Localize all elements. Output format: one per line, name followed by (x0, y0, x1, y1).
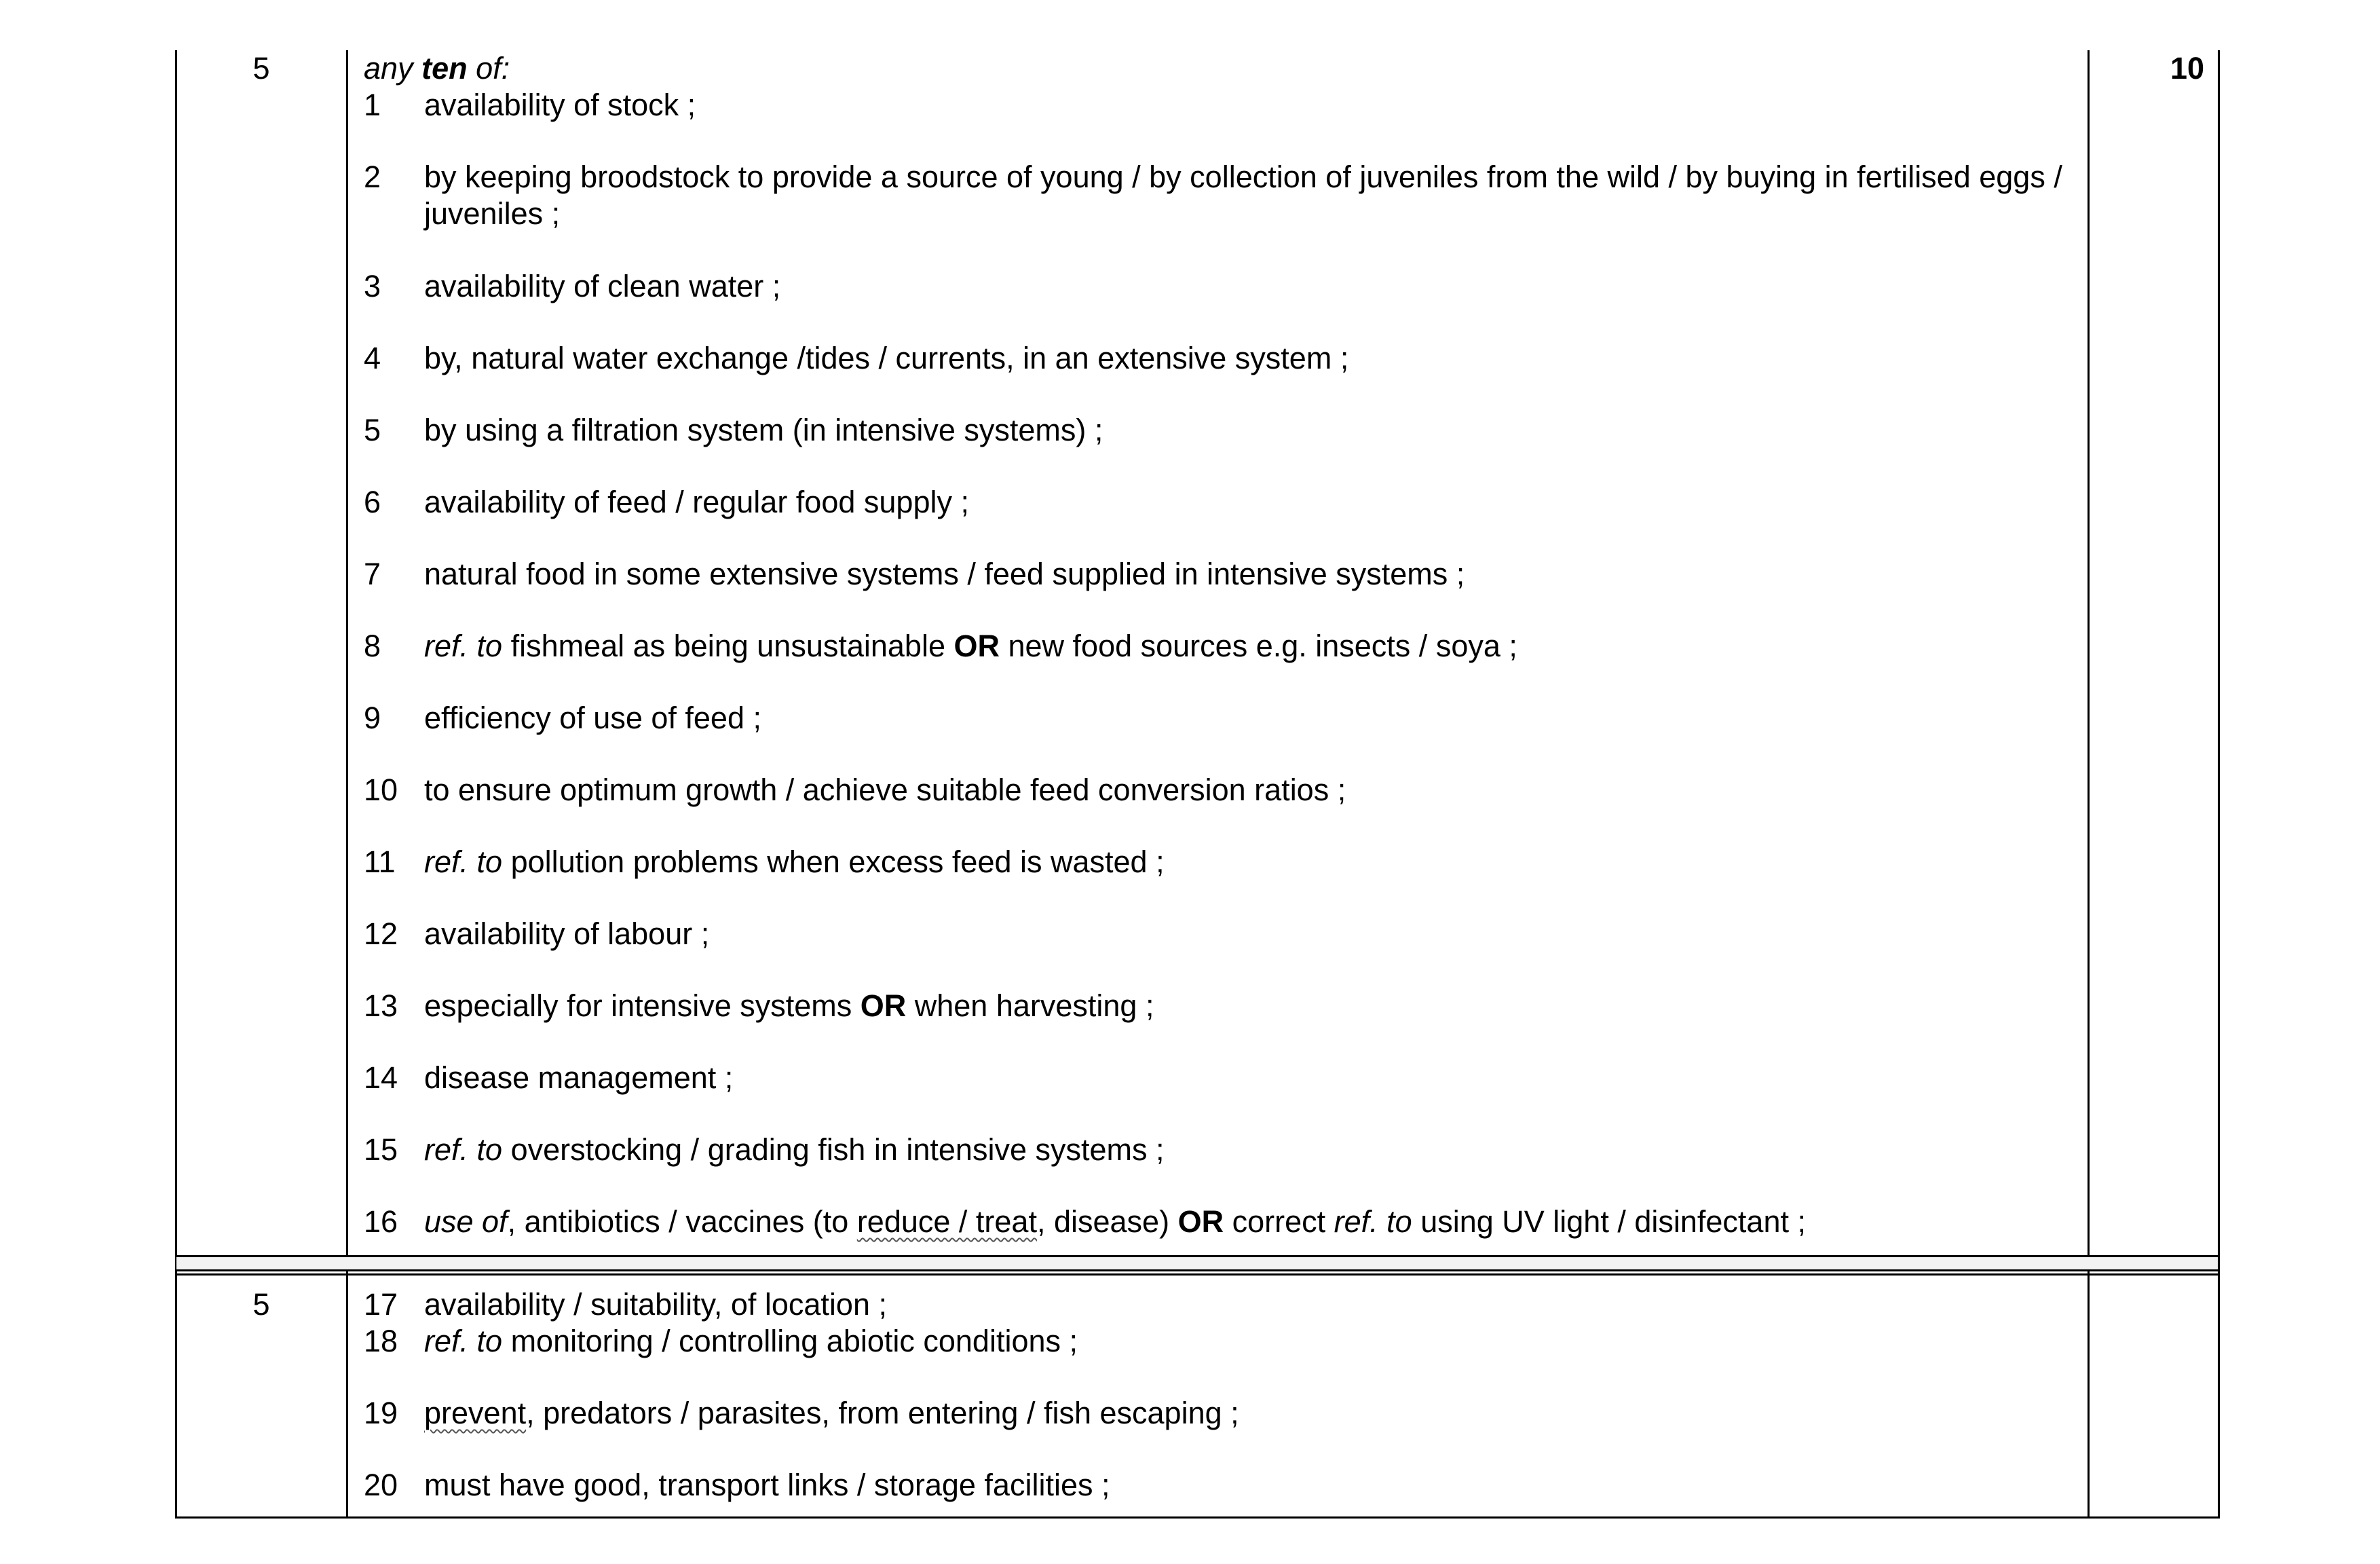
answer-item-text (424, 1132, 2080, 1168)
text-run: especially for intensive systems (424, 988, 861, 1023)
text-run: by, natural water exchange /tides / currents, in an extensive system ; (424, 341, 1349, 375)
text-run: availability of clean water ; (424, 269, 781, 303)
text-run: monitoring / controlling abiotic conditions ; (502, 1324, 1078, 1358)
answer-item-text (424, 916, 2080, 952)
flagged-phrase: reduce / treat (856, 1204, 1037, 1239)
emphasis-or: OR (953, 629, 1000, 663)
answer-item-number: 12 (364, 916, 398, 951)
answer-item-number: 20 (364, 1468, 398, 1502)
text-run: , antibiotics / vaccines (to (507, 1204, 857, 1239)
instruction-text (364, 50, 510, 87)
text-run: by keeping broodstock to provide a source of young / by collection of juveniles from the wild / by buying in fertilised eggs / juveniles ; (424, 160, 2062, 231)
answer-item-number: 18 (364, 1324, 398, 1358)
question-number-continued: 5 (252, 1287, 270, 1322)
instruction-ten: ten (421, 51, 468, 86)
answer-item-number: 2 (364, 160, 381, 194)
emphasis-or: OR (1177, 1204, 1224, 1239)
answer-item-text (424, 844, 2080, 880)
text-run: correct (1224, 1204, 1334, 1239)
text-run: new food sources e.g. insects / soya ; (999, 629, 1517, 663)
answer-item-number: 6 (364, 485, 381, 519)
table-right-border (2218, 50, 2220, 1518)
table-bottom-border (175, 1516, 2220, 1519)
answer-item-number: 3 (364, 269, 381, 303)
row-separator-top (175, 1255, 2220, 1257)
text-run: availability of labour ; (424, 916, 710, 951)
text-run: , disease) (1036, 1204, 1178, 1239)
answer-item-text (424, 628, 2080, 665)
instruction-of: of: (476, 51, 510, 86)
text-run: by using a filtration system (in intensive systems) ; (424, 413, 1103, 447)
answer-item-text (424, 484, 2080, 521)
row-separator-mid (175, 1269, 2220, 1271)
text-run: natural food in some extensive systems / feed supplied in intensive systems ; (424, 557, 1465, 591)
answer-item-number: 17 (364, 1287, 398, 1322)
text-run: to ensure optimum growth / achieve suitable feed conversion ratios ; (424, 772, 1346, 807)
answer-item-number: 1 (364, 88, 381, 122)
text-run: overstocking / grading fish in intensive systems ; (502, 1132, 1165, 1167)
answer-item-number: 9 (364, 701, 381, 735)
italic-phrase: ref. to (424, 1132, 503, 1167)
answer-item-text (424, 340, 2080, 377)
column-divider-question (346, 50, 348, 1518)
text-run: fishmeal as being unsustainable (502, 629, 954, 663)
instruction-any: any (364, 51, 413, 86)
answer-item-text (424, 1060, 2080, 1096)
text-run: availability of stock ; (424, 88, 696, 122)
answer-item-text (424, 772, 2080, 808)
italic-phrase: ref. to (424, 1324, 503, 1358)
italic-phrase: ref. to (1334, 1204, 1412, 1239)
answer-item-number: 15 (364, 1132, 398, 1167)
text-run: pollution problems when excess feed is wasted ; (502, 844, 1165, 879)
answer-item-text (424, 159, 2080, 232)
answer-item-number: 13 (364, 988, 398, 1023)
answer-item-number: 5 (364, 413, 381, 447)
text-run: efficiency of use of feed ; (424, 701, 761, 735)
answer-item-text (424, 1395, 2080, 1432)
answer-item-text (424, 1467, 2080, 1504)
answer-item-text (424, 412, 2080, 449)
text-run: disease management ; (424, 1060, 734, 1095)
text-run: availability / suitability, of location ; (424, 1287, 887, 1322)
answer-item-number: 7 (364, 557, 381, 591)
row-separator-band (176, 1256, 2218, 1271)
answer-item-text (424, 1204, 2080, 1240)
text-run: when harvesting ; (906, 988, 1154, 1023)
answer-item-text (424, 700, 2080, 737)
emphasis-or: OR (860, 988, 907, 1023)
flagged-phrase: prevent (424, 1396, 527, 1430)
italic-phrase: ref. to (424, 629, 503, 663)
question-number: 5 (252, 51, 270, 86)
answer-item-text (424, 1323, 2080, 1360)
answer-item-text (424, 268, 2080, 305)
answer-item-number: 8 (364, 629, 381, 663)
answer-item-text (424, 87, 2080, 124)
answer-item-number: 14 (364, 1060, 398, 1095)
answer-item-number: 11 (364, 844, 396, 879)
answer-item-number: 4 (364, 341, 381, 375)
text-run: using UV light / disinfectant ; (1412, 1204, 1806, 1239)
answer-item-number: 16 (364, 1204, 398, 1239)
column-divider-marks (2088, 50, 2090, 1518)
marks-total: 10 (2170, 51, 2205, 86)
answer-item-number: 10 (364, 772, 398, 807)
text-run: must have good, transport links / storage facilities ; (424, 1468, 1110, 1502)
answer-item-number: 19 (364, 1396, 398, 1430)
answer-item-text (424, 988, 2080, 1024)
table-left-border (175, 50, 177, 1518)
answer-item-text (424, 556, 2080, 593)
text-run: availability of feed / regular food supply ; (424, 485, 969, 519)
row-separator-bottom (175, 1273, 2220, 1276)
italic-phrase: use of (424, 1204, 508, 1239)
italic-phrase: ref. to (424, 844, 503, 879)
answer-item-text (424, 1286, 2080, 1323)
text-run: , predators / parasites, from entering / fish escaping ; (526, 1396, 1239, 1430)
